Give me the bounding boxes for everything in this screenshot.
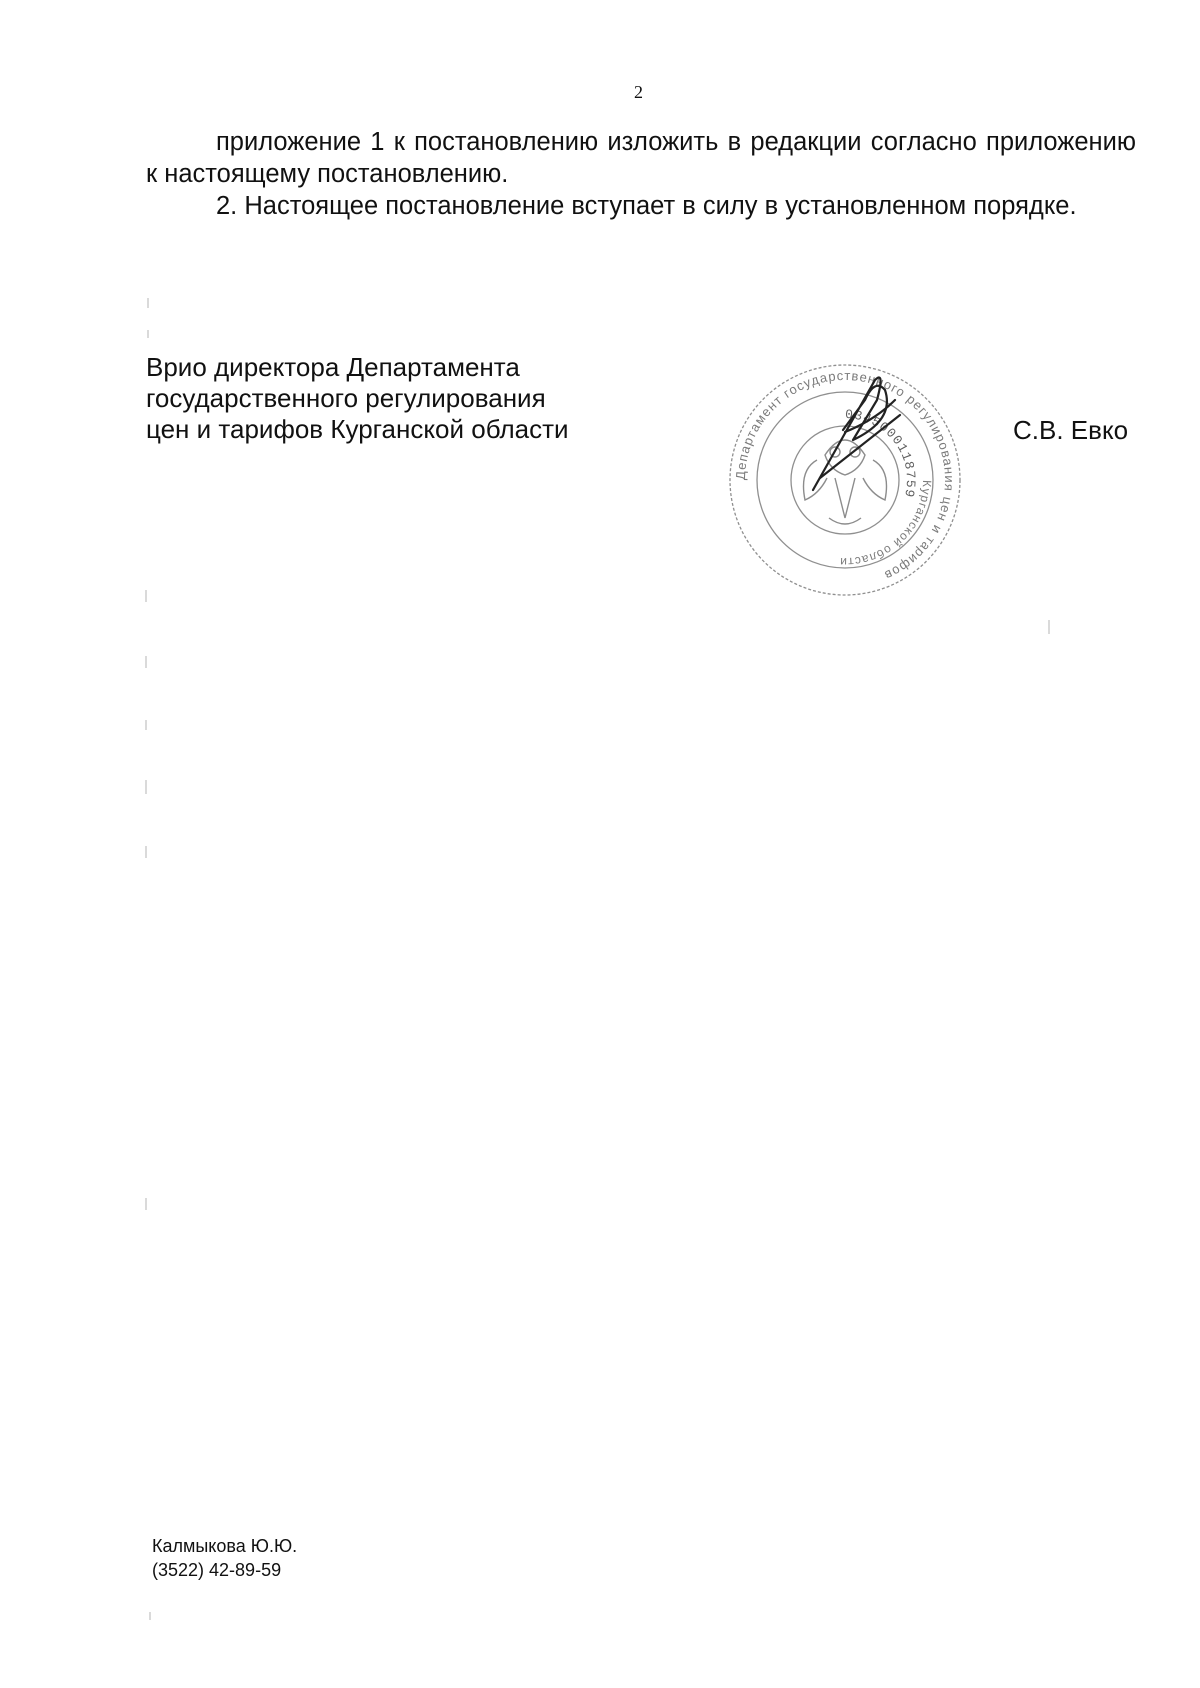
- page-number: 2: [634, 82, 643, 102]
- signatory-position: [146, 352, 569, 445]
- seal-inner-text: Курганской области: [839, 479, 935, 570]
- executor-footer: [152, 1534, 297, 1582]
- seal-code: 0345000118759: [844, 406, 919, 500]
- executor-name: Калмыкова Ю.Ю.: [152, 1536, 298, 1556]
- executor-phone: (3522) 42-89-59: [152, 1560, 282, 1580]
- position-line-3: цен и тарифов Курганской области: [146, 414, 569, 444]
- signer-name: С.В. Евко: [1013, 415, 1129, 445]
- position-line-2: государственного регулирования: [146, 383, 546, 413]
- coat-of-arms-icon: [804, 440, 887, 524]
- paragraph-2: 2. Настоящее постановление вступает в силу в установленном порядке.: [216, 192, 1077, 220]
- official-seal: [725, 360, 965, 600]
- seal-outer-text: Департамент государственного регулирования цен и тарифов: [732, 367, 958, 584]
- document-body: [146, 126, 1144, 222]
- position-line-1: Врио директора Департамента: [146, 352, 520, 382]
- paragraph-1: приложение 1 к постановлению изложить в редакции согласно приложению к настоящему постановлению.: [146, 128, 1144, 188]
